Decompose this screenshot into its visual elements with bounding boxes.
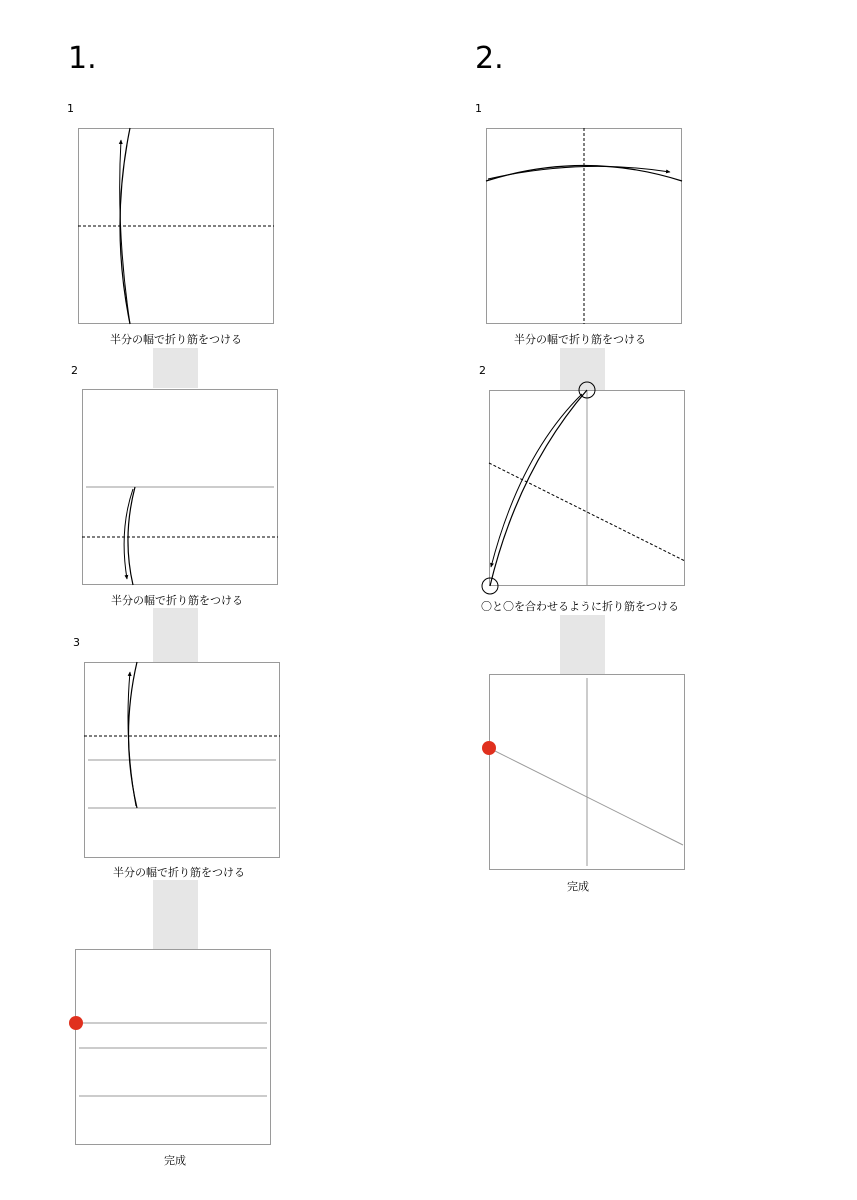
s1-step2-art bbox=[82, 487, 278, 585]
section-1-title: 1. bbox=[68, 41, 97, 76]
red-marker-dot bbox=[482, 741, 496, 755]
step-number: 2 bbox=[479, 364, 486, 377]
red-marker-dot bbox=[69, 1016, 83, 1030]
s2-complete-art bbox=[482, 678, 683, 866]
s2-step2-art bbox=[482, 382, 685, 594]
s2-step1-art bbox=[486, 128, 682, 324]
fold-arrow bbox=[491, 394, 582, 567]
s1-step1-art bbox=[78, 128, 274, 324]
crease-line bbox=[489, 748, 683, 845]
step-number: 2 bbox=[71, 364, 78, 377]
s1-complete-art bbox=[69, 1016, 267, 1096]
step-caption: 半分の幅で折り筋をつける bbox=[111, 594, 243, 607]
section-2-title: 2. bbox=[475, 41, 504, 76]
step-number: 1 bbox=[67, 102, 74, 115]
step-caption: 〇と〇を合わせるように折り筋をつける bbox=[481, 600, 679, 613]
step-caption: 半分の幅で折り筋をつける bbox=[110, 333, 242, 346]
step-caption: 完成 bbox=[164, 1154, 186, 1167]
step-number: 1 bbox=[475, 102, 482, 115]
s1-step3-art bbox=[84, 662, 280, 808]
step-number: 3 bbox=[73, 636, 80, 649]
step-caption: 半分の幅で折り筋をつける bbox=[113, 866, 245, 879]
step-caption: 完成 bbox=[567, 880, 589, 893]
step-caption: 半分の幅で折り筋をつける bbox=[514, 333, 646, 346]
